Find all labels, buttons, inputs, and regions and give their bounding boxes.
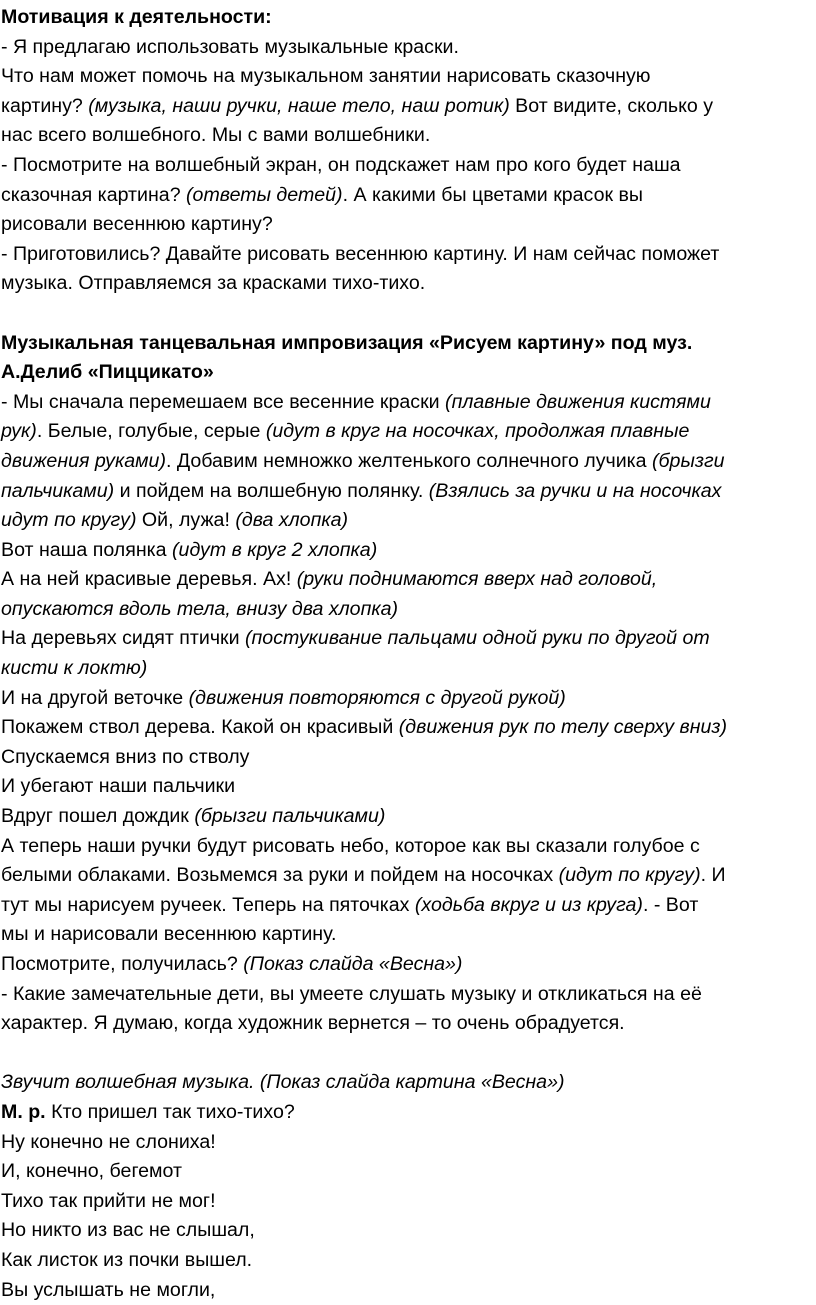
- text-line: [0, 121, 816, 151]
- text-line: [0, 1009, 816, 1039]
- italic-text: (ходьба вкруг и из круга): [414, 893, 643, 916]
- italic-text: идут по кругу): [1, 509, 137, 532]
- text-line: [0, 62, 816, 92]
- italic-text: (постукивание пальцами одной руки по другой от: [244, 627, 710, 650]
- text-run: - Мы сначала перемешаем все весенние краски: [1, 390, 446, 413]
- blank-line: [0, 1039, 816, 1069]
- text-run: А на ней красивые деревья. Ах!: [1, 568, 297, 591]
- italic-text: (идут в круг на носочках, продолжая плавные: [265, 420, 690, 443]
- text-line: [0, 447, 816, 477]
- text-line: [0, 1216, 816, 1246]
- text-line: [0, 388, 816, 418]
- text-run: - Какие замечательные дети, вы умеете слушать музыку и откликаться на её: [1, 982, 702, 1005]
- text-line: [0, 269, 816, 299]
- text-line: [0, 210, 816, 240]
- italic-text: (Показ слайда «Весна»): [243, 953, 463, 975]
- text-line: [0, 713, 816, 743]
- text-line: [0, 92, 816, 122]
- text-run: . И: [700, 864, 726, 887]
- text-run: тут мы нарисуем ручеек. Теперь на пяточках: [1, 893, 415, 916]
- text-run: сказочная картина?: [1, 183, 187, 206]
- text-run: Вот видите, сколько у: [509, 94, 714, 117]
- text-run: музыка. Отправляемся за красками тихо-тихо.: [1, 272, 426, 295]
- text-line: [0, 654, 816, 684]
- bold-text: А.Делиб «Пиццикато»: [1, 361, 214, 384]
- text-run: И на другой веточке: [1, 686, 189, 709]
- text-line: [0, 891, 816, 921]
- italic-text: (движения рук по телу сверху вниз): [398, 716, 728, 739]
- text-run: Тихо так прийти не мог!: [1, 1189, 216, 1212]
- text-run: . Добавим немножко желтенького солнечного лучика: [165, 449, 653, 472]
- text-line: [0, 861, 816, 891]
- text-run: Вдруг пошел дождик: [1, 805, 195, 828]
- text-line: [0, 950, 816, 980]
- text-run: А теперь наши ручки будут рисовать небо, которое как вы сказали голубое с: [1, 834, 700, 857]
- text-line: [0, 565, 816, 595]
- text-line: [0, 33, 816, 63]
- italic-text: (идут по кругу): [558, 864, 701, 887]
- text-run: Покажем ствол дерева. Какой он красивый: [1, 716, 399, 739]
- italic-text: (ответы детей): [186, 183, 343, 206]
- text-run: - Посмотрите на волшебный экран, он подскажет нам про кого будет наша: [1, 153, 681, 176]
- text-run: И, конечно, бегемот: [1, 1160, 182, 1183]
- text-line: [0, 684, 816, 714]
- text-line: [0, 417, 816, 447]
- text-run: и пойдем на волшебную полянку.: [114, 479, 429, 502]
- text-run: картину?: [1, 94, 89, 117]
- text-line: [0, 1276, 816, 1305]
- text-line: [0, 624, 816, 654]
- italic-text: пальчиками): [1, 479, 115, 502]
- italic-text: (движения повторяются с другой рукой): [188, 686, 566, 709]
- text-run: - Приготовились? Давайте рисовать весеннюю картину. И нам сейчас поможет: [1, 242, 720, 265]
- italic-text: Звучит волшебная музыка. (Показ слайда картина «Весна»): [1, 1071, 565, 1094]
- text-run: Вот наша полянка: [1, 538, 173, 561]
- text-run: Спускаемся вниз по стволу: [1, 745, 250, 768]
- italic-text: (брызги пальчиками): [194, 805, 386, 828]
- text-line: [0, 506, 816, 536]
- text-run: Посмотрите, получилась?: [1, 953, 244, 975]
- italic-text: (брызги: [652, 449, 725, 472]
- text-run: Ой, лужа!: [136, 509, 236, 532]
- text-line: [0, 1068, 816, 1098]
- text-run: рисовали весеннюю картину?: [1, 213, 273, 236]
- italic-text: опускаются вдоль тела, внизу два хлопка): [1, 597, 399, 620]
- italic-text: рук): [1, 420, 37, 443]
- text-line: [0, 832, 816, 862]
- text-run: - Я предлагаю использовать музыкальные краски.: [1, 35, 459, 58]
- text-line: [0, 802, 816, 832]
- text-run: Но никто из вас не слышал,: [1, 1219, 255, 1242]
- bold-text: М. р.: [1, 1100, 46, 1123]
- text-line: [0, 920, 816, 950]
- text-line: [0, 1187, 816, 1217]
- blank-line: [0, 299, 816, 329]
- text-run: мы и нарисовали весеннюю картину.: [1, 923, 337, 946]
- text-run: Вы услышать не могли,: [1, 1278, 216, 1301]
- text-line: [0, 595, 816, 625]
- text-run: нас всего волшебного. Мы с вами волшебники.: [1, 124, 431, 147]
- text-run: Ну конечно не слониха!: [1, 1130, 216, 1153]
- italic-text: (идут в круг 2 хлопка): [172, 538, 378, 561]
- text-line: [0, 536, 816, 566]
- text-run: На деревьях сидят птички: [1, 627, 245, 650]
- text-line: [0, 151, 816, 181]
- text-run: Что нам может помочь на музыкальном занятии нарисовать сказочную: [1, 65, 651, 88]
- bold-text: Музыкальная танцевальная импровизация «Рисуем картину» под муз.: [1, 331, 693, 354]
- text-run: Как листок из почки вышел.: [1, 1248, 253, 1271]
- text-line: [0, 240, 816, 270]
- text-line: [0, 1157, 816, 1187]
- text-line: [0, 329, 816, 359]
- bold-text: Мотивация к деятельности:: [1, 6, 272, 28]
- text-run: И убегают наши пальчики: [1, 775, 236, 798]
- text-line: [0, 3, 816, 33]
- text-run: . Белые, голубые, серые: [36, 420, 266, 443]
- text-line: [0, 980, 816, 1010]
- italic-text: (руки поднимаются вверх над головой,: [296, 568, 658, 591]
- text-line: [0, 1246, 816, 1276]
- text-run: характер. Я думаю, когда художник вернется – то очень обрадуется.: [1, 1012, 625, 1035]
- italic-text: движения руками): [1, 449, 166, 472]
- text-line: [0, 181, 816, 211]
- text-line: [0, 1128, 816, 1158]
- text-line: [0, 477, 816, 507]
- text-run: . А какими бы цветами красок вы: [342, 183, 643, 206]
- italic-text: (музыка, наши ручки, наше тело, наш ротик): [88, 94, 510, 117]
- text-line: [0, 772, 816, 802]
- text-run: белыми облаками. Возьмемся за руки и пойдем на носочках: [1, 864, 559, 887]
- italic-text: кисти к локтю): [1, 657, 148, 680]
- text-line: [0, 743, 816, 773]
- text-line: [0, 1098, 816, 1128]
- text-run: . - Вот: [642, 893, 699, 916]
- italic-text: (Взялись за ручки и на носочках: [428, 479, 722, 502]
- text-run: Кто пришел так тихо-тихо?: [45, 1100, 295, 1123]
- text-line: [0, 358, 816, 388]
- italic-text: (плавные движения кистями: [445, 390, 711, 413]
- italic-text: (два хлопка): [235, 509, 349, 532]
